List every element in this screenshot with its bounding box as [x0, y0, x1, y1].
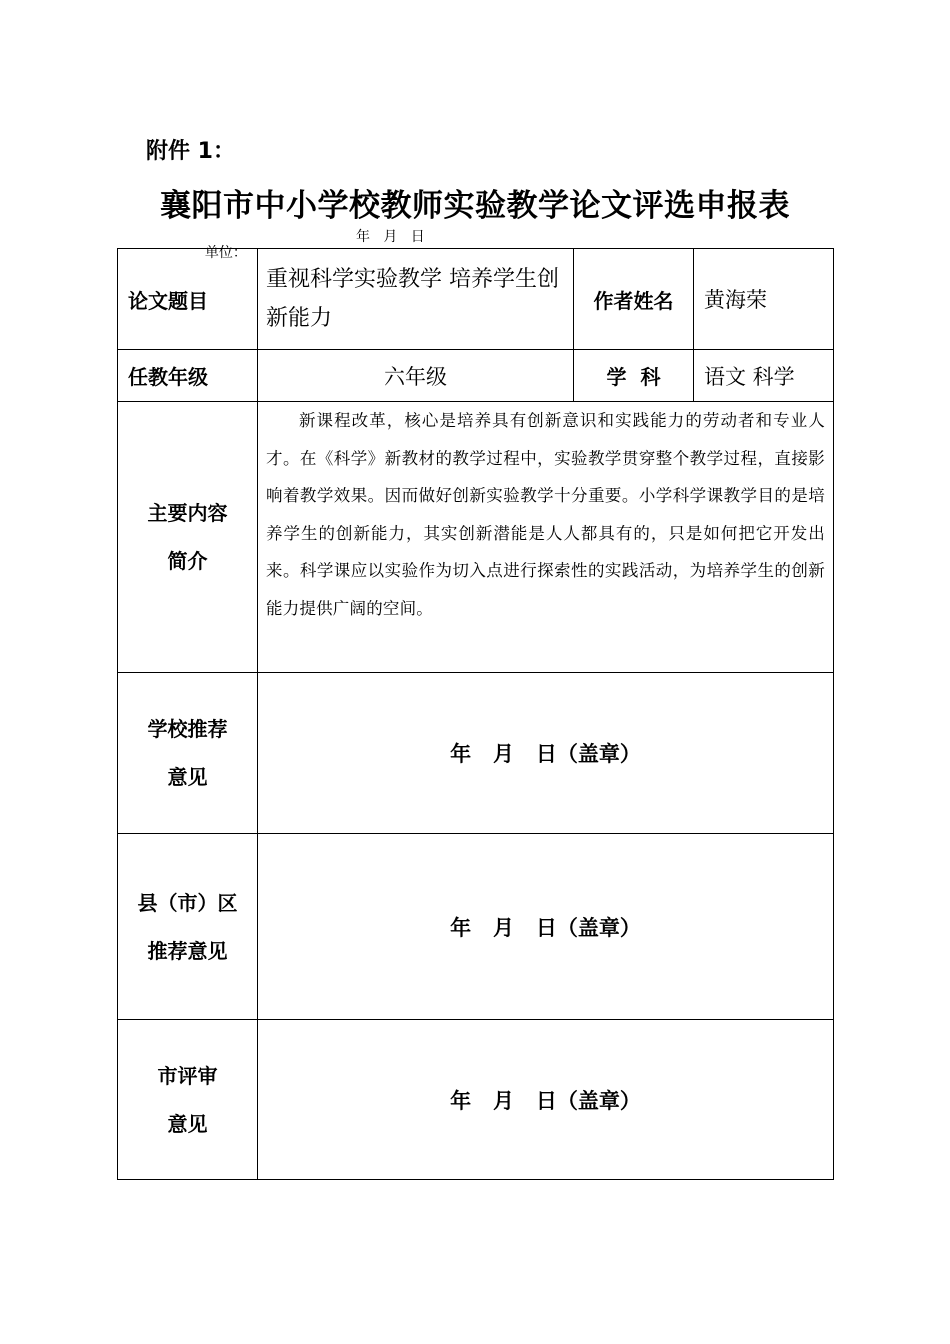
- grade-row: [118, 350, 834, 402]
- page-title: 襄阳市中小学校教师实验教学论文评选申报表: [160, 188, 790, 224]
- summary-label: [118, 402, 258, 673]
- summary-label-line2: 简介: [167, 549, 208, 573]
- city-stamp: 年 月 日（盖章）: [258, 1020, 834, 1180]
- county-label: [118, 834, 258, 1020]
- summary-cell: [258, 402, 834, 673]
- county-label-line1: 县（市）区: [137, 890, 238, 915]
- city-label-line2: 意见: [167, 1111, 208, 1136]
- subject-label: 学 科: [574, 350, 694, 402]
- school-row: [118, 673, 834, 834]
- topic-value: 重视科学实验教学 培养学生创新能力: [258, 249, 574, 350]
- attachment-label: 附件 1：: [146, 139, 235, 164]
- county-label-line2: 推荐意见: [147, 938, 228, 963]
- topic-label: 论文题目: [118, 249, 258, 350]
- school-label: [118, 673, 258, 834]
- subject-value: 语文 科学: [694, 350, 834, 402]
- date-label: 年 月 日: [356, 229, 425, 245]
- county-row: [118, 834, 834, 1020]
- summary-label-line1: 主要内容: [147, 501, 228, 525]
- city-label: [118, 1020, 258, 1180]
- summary-text: 新课程改革，核心是培养具有创新意识和实践能力的劳动者和专业人才。在《科学》新教材的教学过程中，实验教学贯穿整个教学过程，直接影响着教学效果。因而做好创新实验教学十分重要。小学科学课教学目的是培养学生的创新能力，其实创新潜能是人人都具有的，只是如何把它开发出来。科学课应以实验作为切入点进行探索性的实践活动，为培养学生的创新能力提供广阔的空间。: [266, 411, 825, 618]
- school-label-line1: 学校推荐: [147, 717, 228, 741]
- application-form-table: [117, 248, 834, 1180]
- school-label-line2: 意见: [167, 765, 208, 789]
- city-row: [118, 1020, 834, 1180]
- grade-value: 六年级: [258, 350, 574, 402]
- grade-label: 任教年级: [118, 350, 258, 402]
- author-value: 黄海荣: [694, 249, 834, 350]
- county-stamp: 年 月 日（盖章）: [258, 834, 834, 1020]
- city-label-line1: 市评审: [157, 1063, 218, 1088]
- school-stamp: 年 月 日（盖章）: [258, 673, 834, 834]
- topic-row: [118, 249, 834, 350]
- unit-label: 单位：: [204, 245, 247, 261]
- author-label: 作者姓名: [574, 249, 694, 350]
- summary-row: [118, 402, 834, 673]
